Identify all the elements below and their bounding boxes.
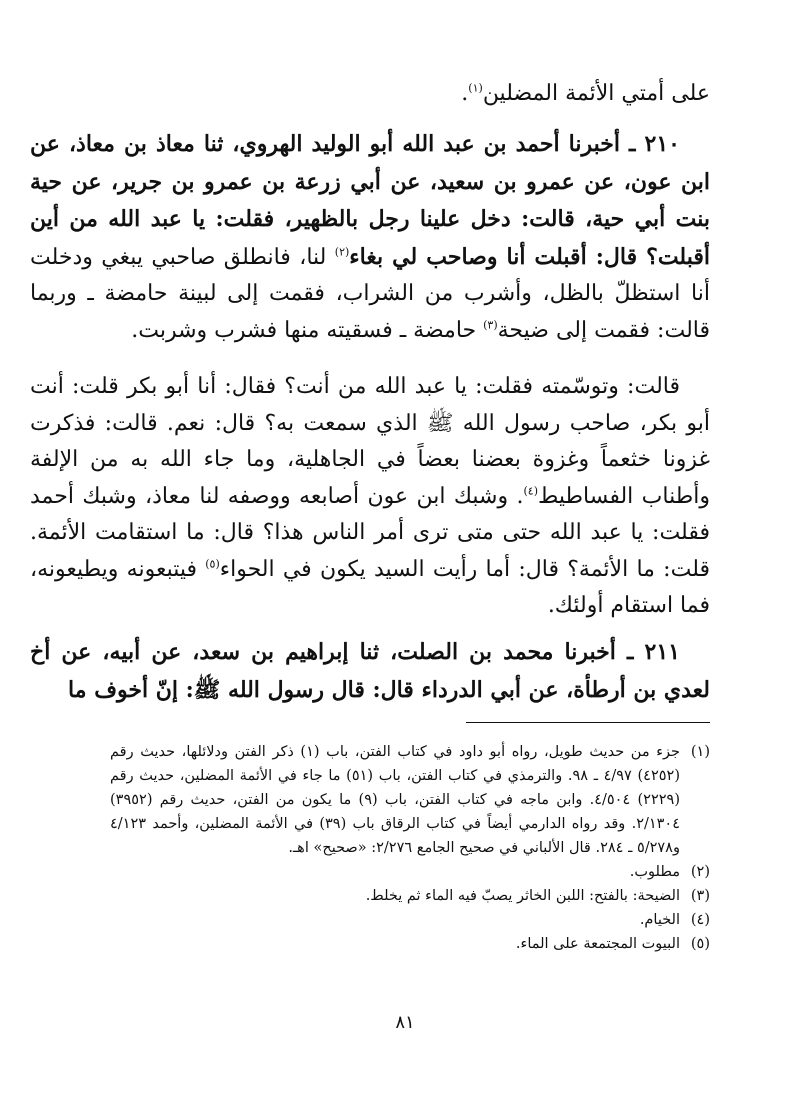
footnote-marker: (٥): [205, 557, 220, 571]
paragraph-continuation: [30, 76, 710, 113]
footnote-text: جزء من حديث طويل، رواه أبو داود في كتاب الفتن، باب (١) ذكر الفتن ودلائلها، حديث رقم (٤٢٥٢) ٤/٩٧ ـ ٩٨. والترمذي في كتاب الفتن، باب (٥١) ما جاء في الأئمة المضلين، حديث رقم (٢٢٢٩) ٤/٥٠٤. وابن ماجه في كتاب الفتن، باب (٩) ما يكون من الفتن، حديث رقم (٣٩٥٢) ٢/١٣٠٤. وقد رواه الدارمي أيضاً في كتاب الرقاق باب (٣٩) في الأئمة المضلين، وأحمد ٤/١٢٣ و٥/٢٧٨ ـ ٢٨٤. قال الألباني في صحيح الجامع ٢/٢٧٦: «صحيح» اهـ.: [110, 744, 681, 856]
footnote-marker: (١): [468, 81, 483, 95]
paragraph-text: . وشبك ابن عون أصابعه ووصفه لنا معاذ، وشبك أحمد فقلت: يا عبد الله حتى متى ترى أمر الناس هذا؟ قال: ما استقامت الأئمة. قلت: ما الأئمة؟ قال: أما رأيت السيد يكون في الحواء: [30, 483, 710, 582]
hadith-isnad: ـ أخبرنا محمد بن الصلت، ثنا إبراهيم بن سعد، عن أبيه، عن أخ لعدي بن أرطأة، عن أبي الدرداء قال: قال رسول الله ﷺ: إنّ أخوف ما: [30, 639, 710, 703]
paragraph-text: فيتبعونه ويطيعونه، فما استقام أولئك.: [30, 556, 710, 618]
footnote: [110, 740, 710, 860]
footnote-number: (٤): [690, 912, 710, 928]
footnote-text: البيوت المجتمعة على الماء.: [515, 936, 680, 952]
paragraph-text: حامضة ـ فسقيته منها فشرب وشربت.: [131, 317, 484, 343]
footnote-text: الضيحة: بالفتح: اللبن الخاثر يصبّ فيه الماء ثم يخلط.: [365, 888, 680, 904]
footnote-text: مطلوب.: [629, 864, 680, 880]
footnote-marker: (٤): [523, 484, 538, 498]
paragraph-text: لنا، فانطلق صاحبي يبغي ودخلت أنا استظلّ بالظل، وأشرب من الشراب، فقمت إلى لبينة حامضة ـ وربما قالت: فقمت إلى ضيحة: [30, 244, 710, 343]
footnote-text: الخيام.: [639, 912, 680, 928]
footnotes: [110, 740, 710, 956]
paragraph-text: على أمتي الأئمة المضلين: [482, 81, 710, 106]
hadith-211: [30, 634, 710, 709]
hadith-isnad: ـ أخبرنا أحمد بن عبد الله أبو الوليد الهروي، ثنا معاذ بن معاذ، عن ابن عون، عن عمرو بن سعيد، عن أبي زرعة بن عمرو بن جرير، عن حية بنت أبي حية، قالت: دخل علينا رجل بالظهير، فقلت: يا عبد الله من أين أقبلت؟ قال: أقبلت أنا وصاحب لي بغاء: [30, 131, 710, 270]
page-number: ٨١: [395, 1012, 415, 1033]
footnote: [110, 908, 710, 932]
footnote-number: (٢): [690, 864, 710, 880]
footnote-divider: [466, 722, 710, 723]
hadith-number: ٢١١: [644, 639, 680, 665]
footnote-marker: (٣): [483, 318, 498, 332]
paragraph-body: [30, 369, 710, 625]
footnote-number: (٣): [690, 888, 710, 904]
footnote: [110, 932, 710, 956]
hadith-number: ٢١٠: [644, 131, 680, 157]
footnote: [110, 860, 710, 884]
footnote-number: (١): [690, 744, 710, 760]
paragraph-end: .: [461, 81, 469, 106]
footnote-marker: (٢): [334, 245, 350, 259]
hadith-210: [30, 126, 710, 349]
footnote: [110, 884, 710, 908]
footnote-number: (٥): [690, 936, 710, 952]
paragraph-text: قالت: وتوسّمته فقلت: يا عبد الله من أنت؟ فقال: أنا أبو بكر قلت: أنت أبو بكر، صاحب رسول الله ﷺ الذي سمعت به؟ قال: نعم. قالت: فذكرت غزونا خثعماً وغزوة بعضنا بعضاً في الجاهلية، وما جاء الله به من الإلفة وأطناب الفساطيط: [30, 374, 710, 509]
